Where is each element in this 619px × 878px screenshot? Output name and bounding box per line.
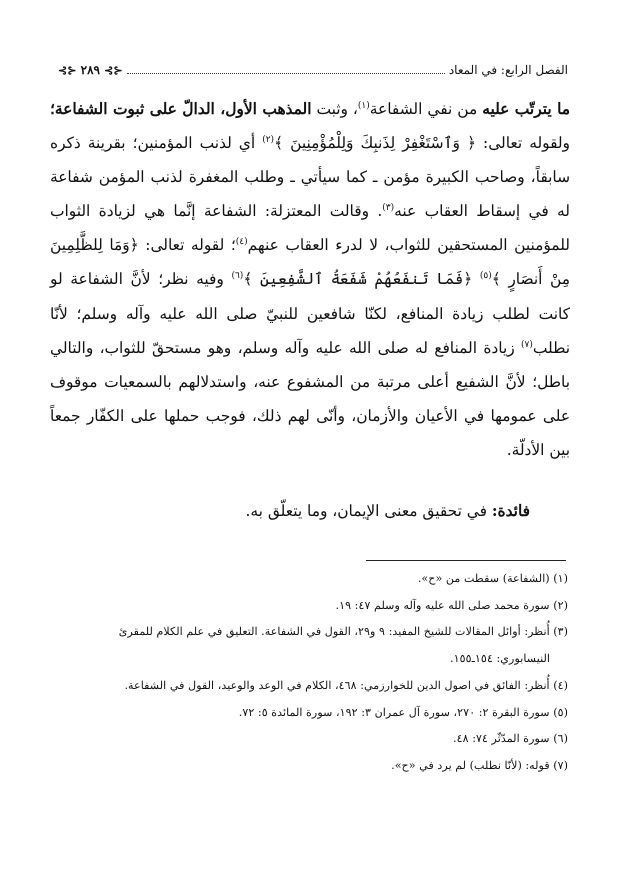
- footnote-ref-7[interactable]: (٧): [521, 339, 533, 350]
- footnote-number: (٦): [553, 732, 568, 746]
- text-run: . وقالت المعتزلة: الشفاعة إنَّما هي لزيادة الثواب للمؤمنين المستحقين للثواب، لا لدرء العقاب عنهم: [50, 202, 570, 255]
- footnote-number: (١): [553, 572, 568, 585]
- quran-verse-2: ﴿وَمَا لِلظَّلِمِينَ مِنْ أَنصَارٍ ﴾: [50, 236, 570, 289]
- text-run: [472, 270, 480, 288]
- footnote-number: (٤): [553, 678, 568, 692]
- footnote-text: سورة المدّثّر ٧٤: ٤٨.: [453, 732, 554, 746]
- footnote-text: أُنظر: الفائق في اصول الدين للخوارزمي: ٤٦٨، الكلام في الوعد والوعيد، القول في الشفاعة.: [124, 678, 554, 692]
- page-number: ٢٨٩: [80, 62, 100, 77]
- footnote-number: (٧): [553, 758, 568, 772]
- text-run: أي لذنب المؤمنين؛ بقرينة ذكره سابقاً، وصاحب الكبيرة مؤمن ـ كما سيأتي ـ وطلب المغفرة لذنب المؤمن شفاعة له في إسقاط العقاب عنه: [50, 134, 570, 221]
- faida-heading: [50, 496, 570, 526]
- footnote-number: (٥): [553, 705, 568, 719]
- text-run: من نفي الشفاعة: [369, 100, 483, 118]
- page-number-box: [58, 60, 123, 81]
- footnote-text: سورة محمد صلى الله عليه وآله وسلم ٤٧: ١٩.: [335, 598, 554, 612]
- bold-phrase: المذهب الأول، الدالّ على ثبوت الشفاعة؛: [50, 100, 312, 118]
- bold-lead: ما يترتّب عليه: [482, 100, 570, 118]
- footnote-7: [48, 753, 568, 780]
- ornament-left-icon: ⊰⊱: [58, 63, 77, 77]
- chapter-title: الفصل الرابع: في المعاد: [448, 63, 568, 77]
- footnote-text: سورة البقرة ٢: ٢٧٠، سورة آل عمران ٣: ١٩٢، سورة المائدة ٥: ٧٢.: [238, 705, 554, 719]
- text-run: وفيه نظر؛ لأنَّ الشفاعة لو كانت لطلب زيادة المنافع، لكنّا شافعين للنبيّ صلى الله عليه وآله وسلم؛ لأنّا نطلب: [50, 270, 570, 357]
- footnote-ref-2[interactable]: (٢): [262, 134, 275, 145]
- footnote-ref-6[interactable]: (٦): [231, 271, 244, 282]
- footnote-continuation: النيسابوري: ١٥٤ـ١٥٥.: [450, 652, 550, 666]
- footnote-5: [48, 700, 568, 727]
- footnote-ref-1[interactable]: (١): [357, 100, 370, 111]
- footnote-ref-5[interactable]: (٥): [479, 271, 492, 282]
- text-run: ، وثبت: [311, 100, 358, 118]
- footnote-text: أُنظر: أوائل المقالات للشيخ المفيد: ٩ و٢٩، القول في الشفاعة. التعليق في علم الكلام للمقرئ: [118, 625, 554, 639]
- text-run: زيادة المنافع له صلى الله عليه وآله وسلم، وهو مستحقّ للثواب، والتالي باطل؛ لأنَّ الشفيع أعلى مرتبة من المشفوع عنه، واستدلالهم بالسمعيات موقوف على عمومها في الأعيان والأزمان، وأنّى لهم ذلك، فوجب حملها على الكفّار جمعاً بين الأدلّة.: [50, 338, 570, 459]
- quran-verse-3: ﴿فَمَا تَنفَعُهُمْ شَفَعَةُ ٱلشَّفِعِينَ ﴾: [243, 270, 473, 289]
- text-run: ؛ لقوله تعالى:: [138, 236, 236, 255]
- footnote-ref-3[interactable]: (٣): [382, 203, 395, 214]
- faida-text: في تحقيق معنى الإيمان، وما يتعلّق به.: [245, 502, 492, 520]
- footnote-1: [48, 566, 568, 593]
- text-run: ولقوله تعالى:: [475, 134, 570, 153]
- footnote-text: قوله: (لأنّا نطلب) لم يرد في «ح».: [391, 758, 554, 772]
- quran-verse-1: ﴿ وَٱسْتَغْفِرْ لِذَنبِكَ وَلِلْمُؤْمِنِينَ ﴾: [274, 134, 476, 153]
- footnote-number: (٣): [553, 625, 568, 639]
- footnote-3: [48, 619, 568, 672]
- footnote-number: (٢): [553, 598, 568, 612]
- paragraph: [50, 92, 570, 467]
- ornament-right-icon: ⊰⊱: [104, 63, 123, 77]
- running-header: [58, 60, 568, 80]
- footnote-6: [48, 726, 568, 753]
- footnote-separator: [366, 560, 566, 561]
- main-text: [50, 92, 570, 467]
- footnotes: [48, 566, 568, 780]
- faida-label: فائدة:: [491, 502, 530, 520]
- footnote-text: (الشفاعة) سقطت من «ح».: [417, 572, 554, 585]
- header-dot-leader: [127, 73, 445, 74]
- footnote-2: [48, 593, 568, 620]
- footnote-4: [48, 673, 568, 700]
- footnote-ref-4[interactable]: (٤): [235, 237, 248, 248]
